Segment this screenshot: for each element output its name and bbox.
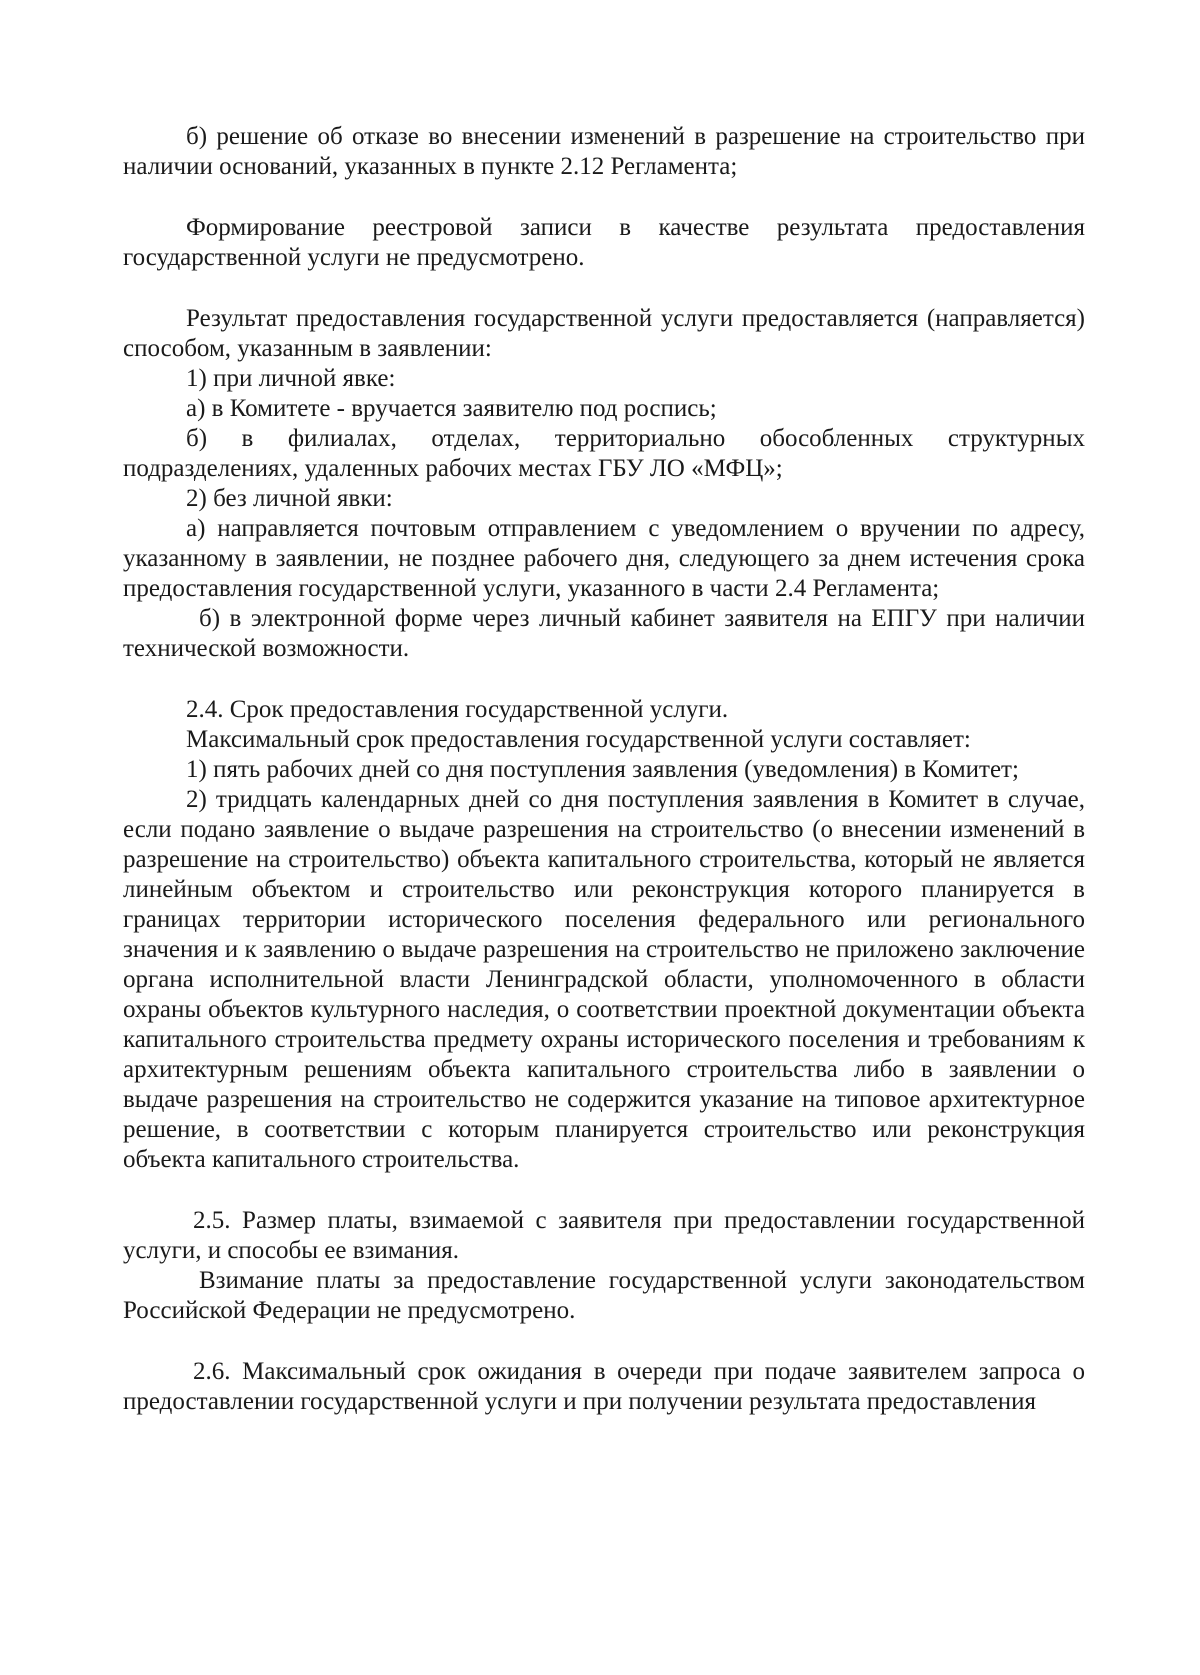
list-item-committee: а) в Комитете - вручается заявителю под роспись;	[186, 395, 717, 422]
paragraph-refusal-decision: б) решение об отказе во внесении изменений в разрешение на строительство при наличии оснований, указанных в пункте 2.12 Регламента;	[123, 123, 1085, 180]
paragraph-gap	[123, 1175, 1085, 1206]
paragraph-registry-record: Формирование реестровой записи в качестве результата предоставления государственной услуги не предусмотрено.	[123, 214, 1085, 271]
section-heading-2-6: 2.6. Максимальный срок ожидания в очереди при подаче заявителем запроса о предоставлении государственной услуги и при получении результата предоставления	[123, 1358, 1085, 1415]
document-body	[123, 122, 1085, 1417]
paragraph-gap	[123, 273, 1085, 304]
section-heading-2-5: 2.5. Размер платы, взимаемой с заявителя при предоставлении государственной услуги, и способы ее взимания.	[123, 1207, 1085, 1264]
list-item-remote: 2) без личной явки:	[186, 485, 393, 512]
list-item-postal: а) направляется почтовым отправлением с уведомлением о вручении по адресу, указанному в заявлении, не позднее рабочего дня, следующего за днем истечения срока предоставления государственной услуги, указанного в части 2.4 Регламента;	[123, 515, 1085, 602]
paragraph-gap	[123, 664, 1085, 695]
paragraph-no-fee: Взимание платы за предоставление государственной услуги законодательством Российской Федерации не предусмотрено.	[123, 1267, 1085, 1324]
section-heading-2-4: 2.4. Срок предоставления государственной услуги.	[186, 696, 729, 723]
paragraph-result-delivery: Результат предоставления государственной услуги предоставляется (направляется) способом, указанным в заявлении:	[123, 305, 1085, 362]
paragraph-max-term: Максимальный срок предоставления государственной услуги составляет:	[186, 726, 971, 753]
paragraph-gap	[123, 1326, 1085, 1357]
list-item-five-days: 1) пять рабочих дней со дня поступления заявления (уведомления) в Комитет;	[186, 756, 1019, 783]
paragraph-gap	[123, 182, 1085, 213]
list-item-in-person: 1) при личной явке:	[186, 365, 396, 392]
list-item-thirty-days: 2) тридцать календарных дней со дня поступления заявления в Комитет в случае, если подано заявление о выдаче разрешения на строительство (о внесении изменений в разрешение на строительство) объекта капитального строительства, который не является линейным объектом и строительство или реконструкция которого планируется в границах территории исторического поселения федерального или регионального значения и к заявлению о выдаче разрешения на строительство не приложено заключение органа исполнительной власти Ленинградской области, уполномоченного в области охраны объектов культурного наследия, о соответствии проектной документации объекта капитального строительства предмету охраны исторического поселения и требованиям к архитектурным решениям объекта капитального строительства либо в заявлении о выдаче разрешения на строительство не содержится указание на типовое архитектурное решение, в соответствии с которым планируется строительство или реконструкция объекта капитального строительства.	[123, 786, 1085, 1173]
list-item-mfc-branches: б) в филиалах, отделах, территориально обособленных структурных подразделениях, удаленных рабочих местах ГБУ ЛО «МФЦ»;	[123, 425, 1085, 482]
list-item-electronic: б) в электронной форме через личный кабинет заявителя на ЕПГУ при наличии технической возможности.	[123, 605, 1085, 662]
